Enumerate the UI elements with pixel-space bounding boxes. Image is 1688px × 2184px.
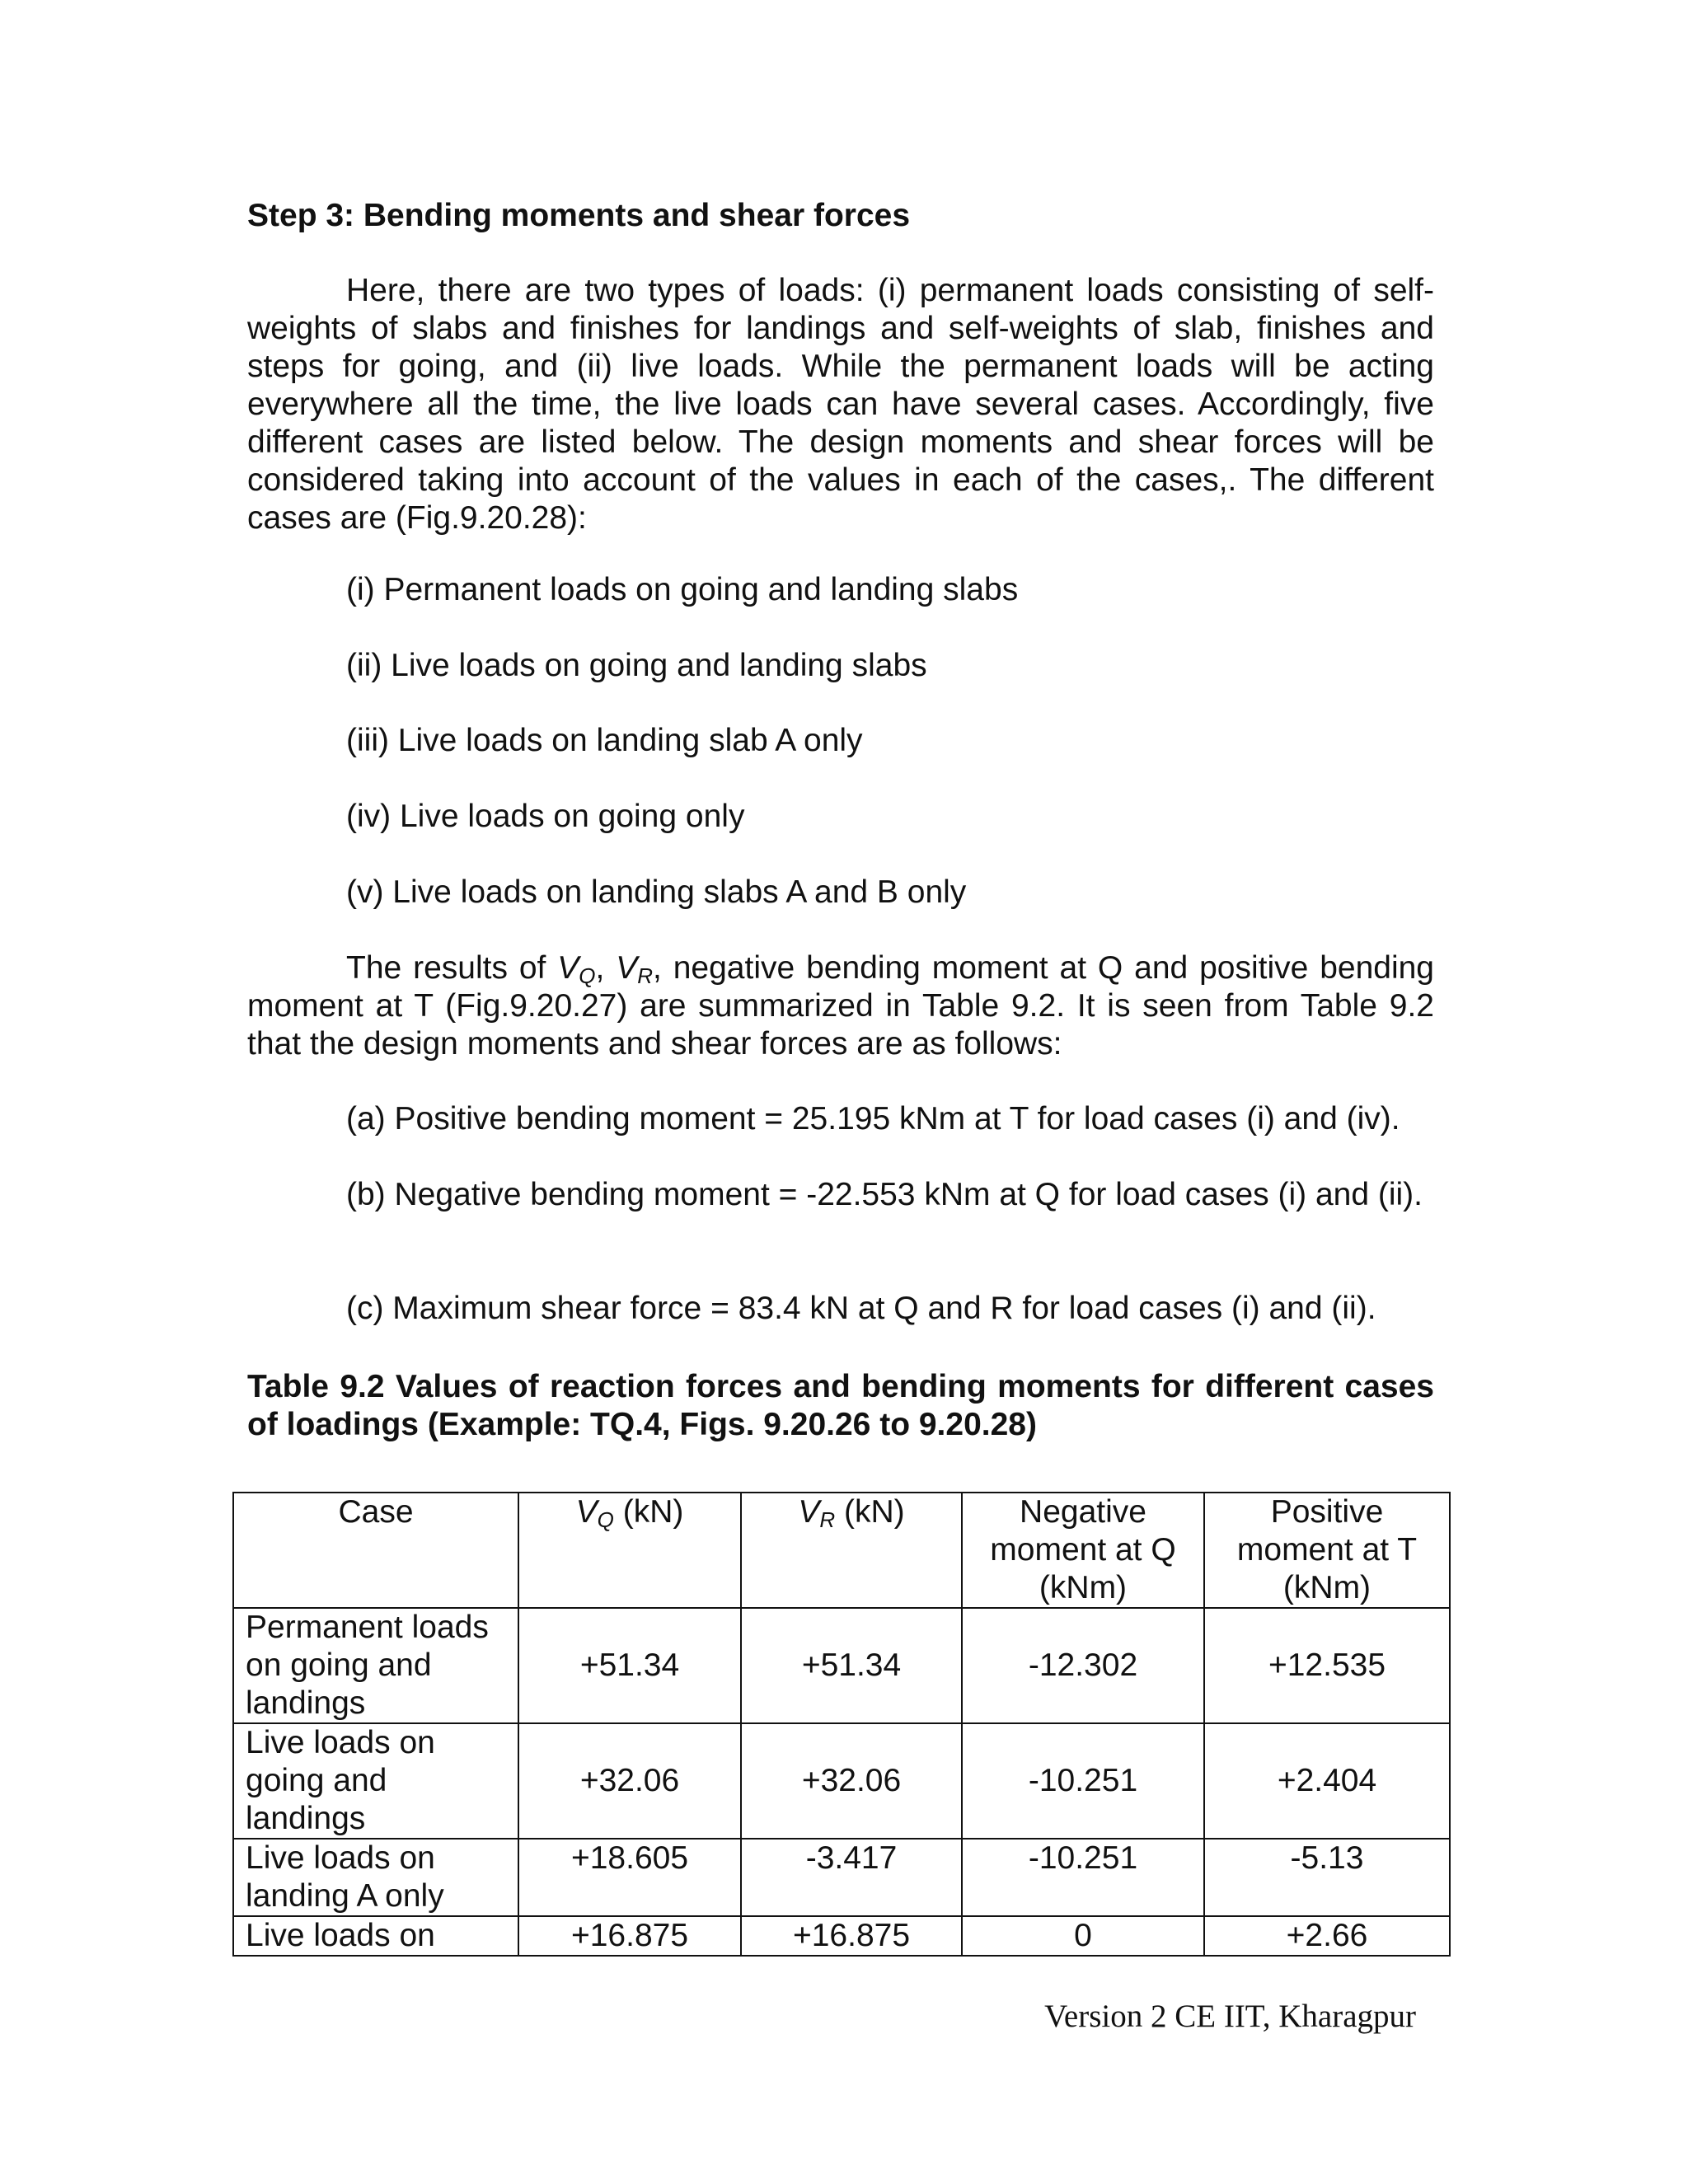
section-heading: Step 3: Bending moments and shear forces <box>247 198 911 233</box>
header-positive-moment: Positive moment at T (kNm) <box>1204 1493 1450 1608</box>
load-case-item: (iv) Live loads on going only <box>346 799 745 834</box>
table-row <box>233 1839 1450 1916</box>
cell-case: Permanent loads on going and landings <box>233 1608 518 1723</box>
table-row <box>233 1723 1450 1839</box>
load-case-item: (i) Permanent loads on going and landing slabs <box>346 572 1019 607</box>
cell-vq: +32.06 <box>518 1723 741 1839</box>
cell-negative-moment: -12.302 <box>962 1608 1204 1723</box>
cell-positive-moment: +2.66 <box>1204 1916 1450 1956</box>
load-case-item: (iii) Live loads on landing slab A only <box>346 723 863 758</box>
cell-vr: -3.417 <box>741 1839 962 1916</box>
cell-negative-moment: -10.251 <box>962 1723 1204 1839</box>
cell-vr: +16.875 <box>741 1916 962 1956</box>
header-negative-moment: Negative moment at Q (kNm) <box>962 1493 1204 1608</box>
cell-vq: +18.605 <box>518 1839 741 1916</box>
cell-positive-moment: +12.535 <box>1204 1608 1450 1723</box>
cell-case: Live loads on going and landings <box>233 1723 518 1839</box>
cell-negative-moment: -10.251 <box>962 1839 1204 1916</box>
cell-vr: +32.06 <box>741 1723 962 1839</box>
cell-vq: +51.34 <box>518 1608 741 1723</box>
design-item-a: (a) Positive bending moment = 25.195 kNm at T for load cases (i) and (iv). <box>346 1101 1400 1137</box>
cell-vq: +16.875 <box>518 1916 741 1956</box>
cell-positive-moment: -5.13 <box>1204 1839 1450 1916</box>
table-caption: Table 9.2 Values of reaction forces and bending moments for different cases of loadings (Example: TQ.4, Figs. 9.20.26 to 9.20.28) <box>247 1369 1434 1442</box>
design-item-b: (b) Negative bending moment = -22.553 kNm at Q for load cases (i) and (ii). <box>346 1177 1423 1212</box>
design-item-c: (c) Maximum shear force = 83.4 kN at Q and R for load cases (i) and (ii). <box>346 1291 1376 1326</box>
cell-case: Live loads on <box>233 1916 518 1956</box>
cell-positive-moment: +2.404 <box>1204 1723 1450 1839</box>
table-row <box>233 1608 1450 1723</box>
intro-paragraph: Here, there are two types of loads: (i) permanent loads consisting of self-weights of slabs and finishes for landings and self-weights of slab, finishes and steps for going, and (ii) live loads. While the permanent loads will be acting everywhere all the time, the live loads can have several cases. Accordingly, five different cases are listed below. The design moments and shear forces will be considered taking into account of the values in each of the cases,. The different cases are (Fig.9.20.28): <box>247 273 1434 536</box>
header-vr: $V_R$ (kN) <box>741 1493 962 1608</box>
table-header-row <box>233 1493 1450 1608</box>
header-case: Case <box>233 1493 518 1608</box>
load-case-item: (v) Live loads on landing slabs A and B only <box>346 874 967 910</box>
cell-vr: +51.34 <box>741 1608 962 1723</box>
page-footer: Version 2 CE IIT, Kharagpur <box>1044 1999 1416 2034</box>
table-row <box>233 1916 1450 1956</box>
cell-case: Live loads on landing A only <box>233 1839 518 1916</box>
load-case-item: (ii) Live loads on going and landing slabs <box>346 648 927 683</box>
results-paragraph: The results of $V_Q$, $V_R$, negative bending moment at Q and positive bending moment at T (Fig.9.20.27) are summarized in Table 9.2. It is seen from Table 9.2 that the design moments and shear forces are as follows: <box>247 950 1435 1062</box>
cell-negative-moment: 0 <box>962 1916 1204 1956</box>
results-table <box>232 1492 1451 1957</box>
header-vq: $V_Q$ (kN) <box>518 1493 741 1608</box>
